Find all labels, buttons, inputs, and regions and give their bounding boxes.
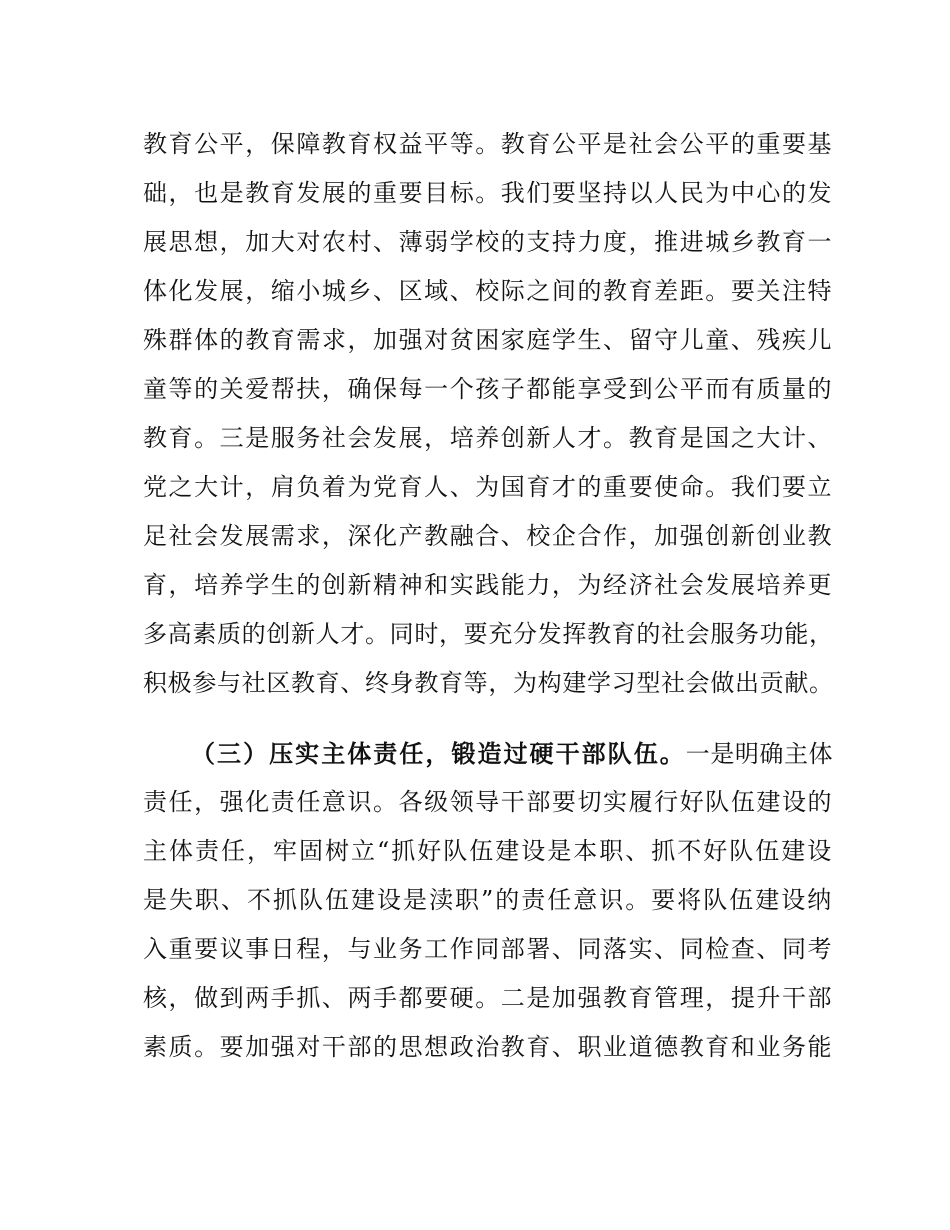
paragraph-line: 责任，强化责任意识。各级领导干部要切实履行好队伍建设的 — [143, 788, 833, 816]
paragraph-line: 主体责任，牢固树立“抓好队伍建设是本职、抓不好队伍建设 — [143, 837, 834, 865]
paragraph-2 — [143, 729, 833, 1072]
paragraph-line-rest: 一是明确主体 — [685, 740, 834, 768]
paragraph-line: 教育公平，保障教育权益平等。教育公平是社会公平的重要基 — [143, 130, 833, 158]
section-heading: （三）压实主体责任，锻造过硬干部队伍。 — [191, 739, 686, 768]
paragraph-line: 教育。三是服务社会发展，培养创新人才。教育是国之大计、 — [143, 424, 833, 452]
paragraph-line: 育，培养学生的创新精神和实践能力，为经济社会发展培养更 — [143, 571, 833, 599]
paragraph-1 — [143, 120, 833, 708]
paragraph-line: 积极参与社区教育、终身教育等，为构建学习型社会做出贡献。 — [143, 669, 833, 697]
paragraph-line: 展思想，加大对农村、薄弱学校的支持力度，推进城乡教育一 — [143, 228, 833, 256]
paragraph-line: 素质。要加强对干部的思想政治教育、职业道德教育和业务能 — [143, 1033, 833, 1061]
paragraph-line: 党之大计，肩负着为党育人、为国育才的重要使命。我们要立 — [143, 473, 833, 501]
paragraph-line: 础，也是教育发展的重要目标。我们要坚持以人民为中心的发 — [143, 179, 833, 207]
paragraph-line: 多高素质的创新人才。同时，要充分发挥教育的社会服务功能， — [143, 620, 833, 648]
paragraph-line: 核，做到两手抓、两手都要硬。二是加强教育管理，提升干部 — [143, 984, 833, 1012]
body-text — [143, 120, 833, 1072]
paragraph-line: 入重要议事日程，与业务工作同部署、同落实、同检查、同考 — [143, 935, 833, 963]
paragraph-line: 殊群体的教育需求，加强对贫困家庭学生、留守儿童、残疾儿 — [143, 326, 833, 354]
paragraph-gap — [143, 708, 833, 729]
paragraph-line: 体化发展，缩小城乡、区域、校际之间的教育差距。要关注特 — [143, 277, 833, 305]
paragraph-line: 童等的关爱帮扶，确保每一个孩子都能享受到公平而有质量的 — [143, 375, 833, 403]
paragraph-first-line — [143, 729, 833, 778]
paragraph-line: 足社会发展需求，深化产教融合、校企合作，加强创新创业教 — [143, 522, 833, 550]
paragraph-line: 是失职、不抓队伍建设是渎职”的责任意识。要将队伍建设纳 — [143, 886, 834, 914]
